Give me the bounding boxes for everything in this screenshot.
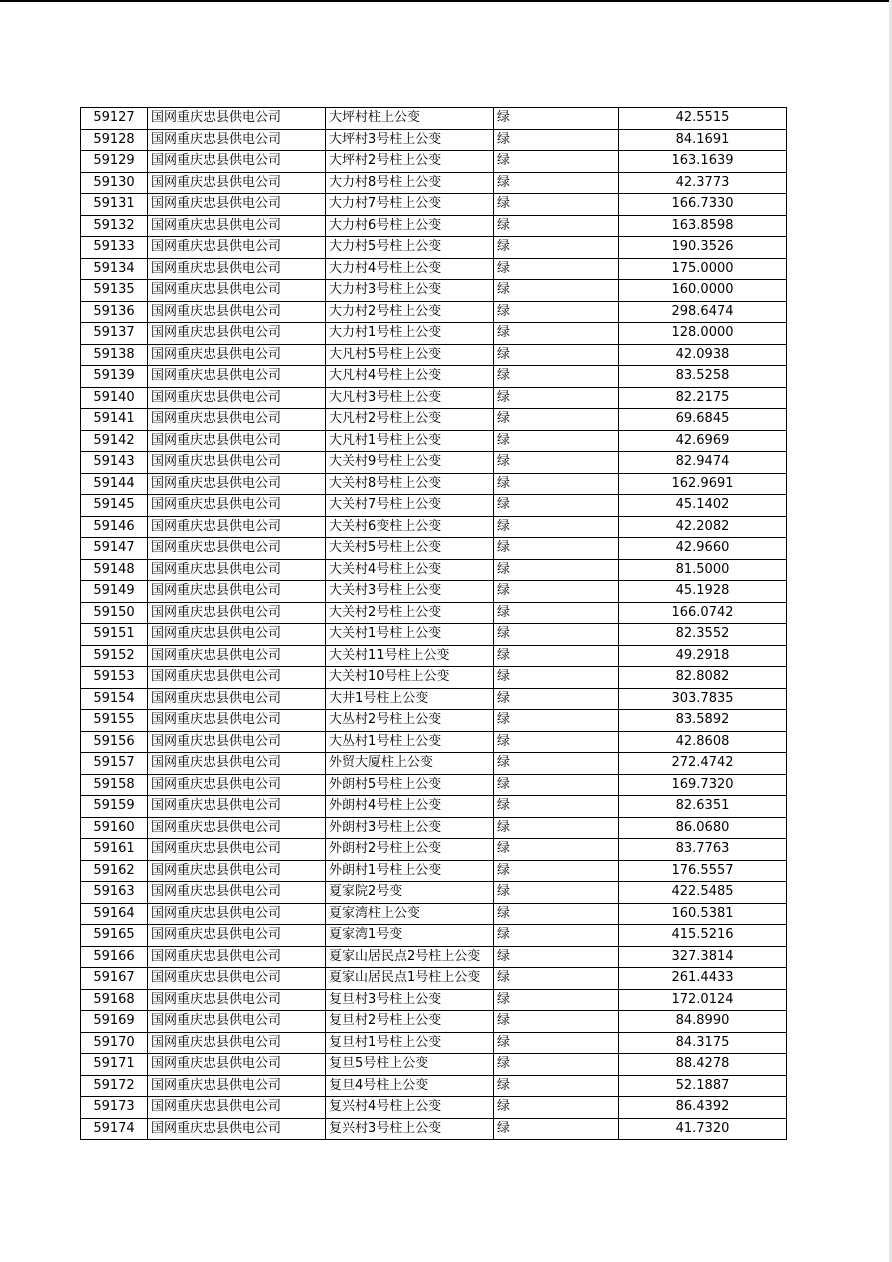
value-cell: 86.0680 bbox=[619, 817, 787, 839]
station-cell: 夏家山居民点1号柱上公变 bbox=[326, 968, 494, 990]
company-cell: 国网重庆忠县供电公司 bbox=[148, 946, 326, 968]
row-id-cell: 59158 bbox=[81, 774, 148, 796]
flag-cell: 绿 bbox=[494, 1118, 619, 1140]
company-cell: 国网重庆忠县供电公司 bbox=[148, 1075, 326, 1097]
flag-cell: 绿 bbox=[494, 258, 619, 280]
flag-cell: 绿 bbox=[494, 387, 619, 409]
station-cell: 大坪村2号柱上公变 bbox=[326, 151, 494, 173]
company-cell: 国网重庆忠县供电公司 bbox=[148, 839, 326, 861]
row-id-cell: 59159 bbox=[81, 796, 148, 818]
table-row bbox=[81, 1075, 787, 1097]
table-row bbox=[81, 559, 787, 581]
table-row bbox=[81, 753, 787, 775]
flag-cell: 绿 bbox=[494, 753, 619, 775]
value-cell: 166.0742 bbox=[619, 602, 787, 624]
flag-cell: 绿 bbox=[494, 194, 619, 216]
flag-cell: 绿 bbox=[494, 323, 619, 345]
station-cell: 大力村6号柱上公变 bbox=[326, 215, 494, 237]
flag-cell: 绿 bbox=[494, 366, 619, 388]
company-cell: 国网重庆忠县供电公司 bbox=[148, 1118, 326, 1140]
company-cell: 国网重庆忠县供电公司 bbox=[148, 387, 326, 409]
flag-cell: 绿 bbox=[494, 301, 619, 323]
flag-cell: 绿 bbox=[494, 796, 619, 818]
station-cell: 大凡村5号柱上公变 bbox=[326, 344, 494, 366]
company-cell: 国网重庆忠县供电公司 bbox=[148, 796, 326, 818]
station-cell: 外朗村2号柱上公变 bbox=[326, 839, 494, 861]
flag-cell: 绿 bbox=[494, 1075, 619, 1097]
table-row bbox=[81, 968, 787, 990]
table-row bbox=[81, 688, 787, 710]
value-cell: 88.4278 bbox=[619, 1054, 787, 1076]
station-cell: 复兴村3号柱上公变 bbox=[326, 1118, 494, 1140]
table-row bbox=[81, 1118, 787, 1140]
company-cell: 国网重庆忠县供电公司 bbox=[148, 882, 326, 904]
flag-cell: 绿 bbox=[494, 473, 619, 495]
table-row bbox=[81, 215, 787, 237]
company-cell: 国网重庆忠县供电公司 bbox=[148, 989, 326, 1011]
row-id-cell: 59127 bbox=[81, 108, 148, 130]
table-row bbox=[81, 538, 787, 560]
company-cell: 国网重庆忠县供电公司 bbox=[148, 108, 326, 130]
station-cell: 夏家湾1号变 bbox=[326, 925, 494, 947]
flag-cell: 绿 bbox=[494, 882, 619, 904]
station-cell: 复旦村2号柱上公变 bbox=[326, 1011, 494, 1033]
value-cell: 82.3552 bbox=[619, 624, 787, 646]
table-row bbox=[81, 860, 787, 882]
value-cell: 160.5381 bbox=[619, 903, 787, 925]
company-cell: 国网重庆忠县供电公司 bbox=[148, 688, 326, 710]
table-row bbox=[81, 602, 787, 624]
station-cell: 大力村2号柱上公变 bbox=[326, 301, 494, 323]
top-border-line bbox=[0, 0, 892, 2]
company-cell: 国网重庆忠县供电公司 bbox=[148, 559, 326, 581]
company-cell: 国网重庆忠县供电公司 bbox=[148, 495, 326, 517]
flag-cell: 绿 bbox=[494, 129, 619, 151]
row-id-cell: 59141 bbox=[81, 409, 148, 431]
table-row bbox=[81, 495, 787, 517]
flag-cell: 绿 bbox=[494, 430, 619, 452]
table-row bbox=[81, 280, 787, 302]
table-row bbox=[81, 903, 787, 925]
data-table bbox=[80, 107, 787, 1140]
station-cell: 复旦村3号柱上公变 bbox=[326, 989, 494, 1011]
station-cell: 大力村8号柱上公变 bbox=[326, 172, 494, 194]
table-row bbox=[81, 796, 787, 818]
station-cell: 大井1号柱上公变 bbox=[326, 688, 494, 710]
table-row bbox=[81, 258, 787, 280]
station-cell: 大关村5号柱上公变 bbox=[326, 538, 494, 560]
company-cell: 国网重庆忠县供电公司 bbox=[148, 1011, 326, 1033]
flag-cell: 绿 bbox=[494, 344, 619, 366]
value-cell: 42.8608 bbox=[619, 731, 787, 753]
value-cell: 42.0938 bbox=[619, 344, 787, 366]
table-row bbox=[81, 430, 787, 452]
row-id-cell: 59146 bbox=[81, 516, 148, 538]
value-cell: 83.7763 bbox=[619, 839, 787, 861]
row-id-cell: 59171 bbox=[81, 1054, 148, 1076]
flag-cell: 绿 bbox=[494, 839, 619, 861]
row-id-cell: 59136 bbox=[81, 301, 148, 323]
table-row bbox=[81, 516, 787, 538]
station-cell: 外朗村4号柱上公变 bbox=[326, 796, 494, 818]
row-id-cell: 59165 bbox=[81, 925, 148, 947]
station-cell: 外朗村5号柱上公变 bbox=[326, 774, 494, 796]
row-id-cell: 59161 bbox=[81, 839, 148, 861]
value-cell: 82.8082 bbox=[619, 667, 787, 689]
value-cell: 42.2082 bbox=[619, 516, 787, 538]
flag-cell: 绿 bbox=[494, 860, 619, 882]
flag-cell: 绿 bbox=[494, 989, 619, 1011]
value-cell: 128.0000 bbox=[619, 323, 787, 345]
station-cell: 大丛村1号柱上公变 bbox=[326, 731, 494, 753]
row-id-cell: 59138 bbox=[81, 344, 148, 366]
row-id-cell: 59153 bbox=[81, 667, 148, 689]
table-row bbox=[81, 151, 787, 173]
row-id-cell: 59131 bbox=[81, 194, 148, 216]
company-cell: 国网重庆忠县供电公司 bbox=[148, 516, 326, 538]
row-id-cell: 59166 bbox=[81, 946, 148, 968]
company-cell: 国网重庆忠县供电公司 bbox=[148, 667, 326, 689]
company-cell: 国网重庆忠县供电公司 bbox=[148, 817, 326, 839]
company-cell: 国网重庆忠县供电公司 bbox=[148, 1032, 326, 1054]
company-cell: 国网重庆忠县供电公司 bbox=[148, 538, 326, 560]
company-cell: 国网重庆忠县供电公司 bbox=[148, 581, 326, 603]
flag-cell: 绿 bbox=[494, 280, 619, 302]
value-cell: 298.6474 bbox=[619, 301, 787, 323]
company-cell: 国网重庆忠县供电公司 bbox=[148, 215, 326, 237]
station-cell: 大力村1号柱上公变 bbox=[326, 323, 494, 345]
station-cell: 大关村10号柱上公变 bbox=[326, 667, 494, 689]
table-row bbox=[81, 925, 787, 947]
company-cell: 国网重庆忠县供电公司 bbox=[148, 452, 326, 474]
table-row bbox=[81, 129, 787, 151]
flag-cell: 绿 bbox=[494, 968, 619, 990]
company-cell: 国网重庆忠县供电公司 bbox=[148, 968, 326, 990]
value-cell: 86.4392 bbox=[619, 1097, 787, 1119]
station-cell: 复旦4号柱上公变 bbox=[326, 1075, 494, 1097]
row-id-cell: 59155 bbox=[81, 710, 148, 732]
value-cell: 422.5485 bbox=[619, 882, 787, 904]
table-row bbox=[81, 989, 787, 1011]
company-cell: 国网重庆忠县供电公司 bbox=[148, 129, 326, 151]
row-id-cell: 59133 bbox=[81, 237, 148, 259]
table-row bbox=[81, 1011, 787, 1033]
station-cell: 大关村1号柱上公变 bbox=[326, 624, 494, 646]
value-cell: 327.3814 bbox=[619, 946, 787, 968]
value-cell: 415.5216 bbox=[619, 925, 787, 947]
row-id-cell: 59156 bbox=[81, 731, 148, 753]
row-id-cell: 59173 bbox=[81, 1097, 148, 1119]
value-cell: 272.4742 bbox=[619, 753, 787, 775]
row-id-cell: 59163 bbox=[81, 882, 148, 904]
table-row bbox=[81, 839, 787, 861]
value-cell: 84.3175 bbox=[619, 1032, 787, 1054]
station-cell: 大力村7号柱上公变 bbox=[326, 194, 494, 216]
flag-cell: 绿 bbox=[494, 946, 619, 968]
row-id-cell: 59130 bbox=[81, 172, 148, 194]
value-cell: 49.2918 bbox=[619, 645, 787, 667]
station-cell: 大坪村柱上公变 bbox=[326, 108, 494, 130]
flag-cell: 绿 bbox=[494, 108, 619, 130]
value-cell: 45.1402 bbox=[619, 495, 787, 517]
value-cell: 163.8598 bbox=[619, 215, 787, 237]
table-row bbox=[81, 344, 787, 366]
value-cell: 69.6845 bbox=[619, 409, 787, 431]
table-row bbox=[81, 946, 787, 968]
station-cell: 夏家院2号变 bbox=[326, 882, 494, 904]
value-cell: 169.7320 bbox=[619, 774, 787, 796]
value-cell: 162.9691 bbox=[619, 473, 787, 495]
value-cell: 160.0000 bbox=[619, 280, 787, 302]
station-cell: 复兴村4号柱上公变 bbox=[326, 1097, 494, 1119]
table-body bbox=[81, 108, 787, 1140]
value-cell: 52.1887 bbox=[619, 1075, 787, 1097]
table-row bbox=[81, 172, 787, 194]
flag-cell: 绿 bbox=[494, 151, 619, 173]
row-id-cell: 59149 bbox=[81, 581, 148, 603]
row-id-cell: 59152 bbox=[81, 645, 148, 667]
flag-cell: 绿 bbox=[494, 409, 619, 431]
value-cell: 190.3526 bbox=[619, 237, 787, 259]
company-cell: 国网重庆忠县供电公司 bbox=[148, 194, 326, 216]
table-row bbox=[81, 667, 787, 689]
table-row bbox=[81, 323, 787, 345]
station-cell: 复旦5号柱上公变 bbox=[326, 1054, 494, 1076]
table-row bbox=[81, 817, 787, 839]
row-id-cell: 59168 bbox=[81, 989, 148, 1011]
company-cell: 国网重庆忠县供电公司 bbox=[148, 430, 326, 452]
station-cell: 大力村4号柱上公变 bbox=[326, 258, 494, 280]
table-row bbox=[81, 108, 787, 130]
table-row bbox=[81, 645, 787, 667]
value-cell: 84.8990 bbox=[619, 1011, 787, 1033]
flag-cell: 绿 bbox=[494, 1054, 619, 1076]
company-cell: 国网重庆忠县供电公司 bbox=[148, 1097, 326, 1119]
row-id-cell: 59154 bbox=[81, 688, 148, 710]
row-id-cell: 59142 bbox=[81, 430, 148, 452]
company-cell: 国网重庆忠县供电公司 bbox=[148, 645, 326, 667]
company-cell: 国网重庆忠县供电公司 bbox=[148, 237, 326, 259]
company-cell: 国网重庆忠县供电公司 bbox=[148, 473, 326, 495]
station-cell: 大关村9号柱上公变 bbox=[326, 452, 494, 474]
row-id-cell: 59132 bbox=[81, 215, 148, 237]
table-row bbox=[81, 301, 787, 323]
value-cell: 176.5557 bbox=[619, 860, 787, 882]
station-cell: 大关村4号柱上公变 bbox=[326, 559, 494, 581]
flag-cell: 绿 bbox=[494, 817, 619, 839]
row-id-cell: 59169 bbox=[81, 1011, 148, 1033]
row-id-cell: 59129 bbox=[81, 151, 148, 173]
flag-cell: 绿 bbox=[494, 602, 619, 624]
table-row bbox=[81, 581, 787, 603]
station-cell: 外贸大厦柱上公变 bbox=[326, 753, 494, 775]
value-cell: 83.5892 bbox=[619, 710, 787, 732]
row-id-cell: 59145 bbox=[81, 495, 148, 517]
value-cell: 261.4433 bbox=[619, 968, 787, 990]
value-cell: 172.0124 bbox=[619, 989, 787, 1011]
table-row bbox=[81, 1032, 787, 1054]
table-row bbox=[81, 452, 787, 474]
station-cell: 大凡村3号柱上公变 bbox=[326, 387, 494, 409]
row-id-cell: 59148 bbox=[81, 559, 148, 581]
company-cell: 国网重庆忠县供电公司 bbox=[148, 301, 326, 323]
row-id-cell: 59134 bbox=[81, 258, 148, 280]
row-id-cell: 59160 bbox=[81, 817, 148, 839]
flag-cell: 绿 bbox=[494, 1032, 619, 1054]
company-cell: 国网重庆忠县供电公司 bbox=[148, 710, 326, 732]
table-row bbox=[81, 624, 787, 646]
value-cell: 83.5258 bbox=[619, 366, 787, 388]
company-cell: 国网重庆忠县供电公司 bbox=[148, 409, 326, 431]
value-cell: 41.7320 bbox=[619, 1118, 787, 1140]
row-id-cell: 59167 bbox=[81, 968, 148, 990]
station-cell: 大坪村3号柱上公变 bbox=[326, 129, 494, 151]
table-row bbox=[81, 473, 787, 495]
flag-cell: 绿 bbox=[494, 903, 619, 925]
value-cell: 45.1928 bbox=[619, 581, 787, 603]
row-id-cell: 59137 bbox=[81, 323, 148, 345]
company-cell: 国网重庆忠县供电公司 bbox=[148, 731, 326, 753]
station-cell: 大力村5号柱上公变 bbox=[326, 237, 494, 259]
flag-cell: 绿 bbox=[494, 1097, 619, 1119]
station-cell: 大关村11号柱上公变 bbox=[326, 645, 494, 667]
row-id-cell: 59150 bbox=[81, 602, 148, 624]
row-id-cell: 59143 bbox=[81, 452, 148, 474]
station-cell: 夏家湾柱上公变 bbox=[326, 903, 494, 925]
station-cell: 夏家山居民点2号柱上公变 bbox=[326, 946, 494, 968]
table-row bbox=[81, 731, 787, 753]
value-cell: 42.3773 bbox=[619, 172, 787, 194]
flag-cell: 绿 bbox=[494, 731, 619, 753]
station-cell: 大凡村4号柱上公变 bbox=[326, 366, 494, 388]
station-cell: 大关村3号柱上公变 bbox=[326, 581, 494, 603]
value-cell: 84.1691 bbox=[619, 129, 787, 151]
flag-cell: 绿 bbox=[494, 452, 619, 474]
table-row bbox=[81, 774, 787, 796]
flag-cell: 绿 bbox=[494, 495, 619, 517]
company-cell: 国网重庆忠县供电公司 bbox=[148, 344, 326, 366]
row-id-cell: 59151 bbox=[81, 624, 148, 646]
row-id-cell: 59174 bbox=[81, 1118, 148, 1140]
flag-cell: 绿 bbox=[494, 774, 619, 796]
value-cell: 42.5515 bbox=[619, 108, 787, 130]
station-cell: 大力村3号柱上公变 bbox=[326, 280, 494, 302]
company-cell: 国网重庆忠县供电公司 bbox=[148, 925, 326, 947]
flag-cell: 绿 bbox=[494, 624, 619, 646]
station-cell: 大关村6变柱上公变 bbox=[326, 516, 494, 538]
row-id-cell: 59139 bbox=[81, 366, 148, 388]
flag-cell: 绿 bbox=[494, 1011, 619, 1033]
value-cell: 175.0000 bbox=[619, 258, 787, 280]
row-id-cell: 59170 bbox=[81, 1032, 148, 1054]
row-id-cell: 59147 bbox=[81, 538, 148, 560]
flag-cell: 绿 bbox=[494, 538, 619, 560]
flag-cell: 绿 bbox=[494, 237, 619, 259]
station-cell: 大凡村2号柱上公变 bbox=[326, 409, 494, 431]
flag-cell: 绿 bbox=[494, 581, 619, 603]
value-cell: 42.9660 bbox=[619, 538, 787, 560]
table-row bbox=[81, 194, 787, 216]
table-row bbox=[81, 1097, 787, 1119]
row-id-cell: 59128 bbox=[81, 129, 148, 151]
company-cell: 国网重庆忠县供电公司 bbox=[148, 602, 326, 624]
row-id-cell: 59140 bbox=[81, 387, 148, 409]
station-cell: 大凡村1号柱上公变 bbox=[326, 430, 494, 452]
value-cell: 81.5000 bbox=[619, 559, 787, 581]
row-id-cell: 59144 bbox=[81, 473, 148, 495]
company-cell: 国网重庆忠县供电公司 bbox=[148, 151, 326, 173]
table-row bbox=[81, 409, 787, 431]
flag-cell: 绿 bbox=[494, 516, 619, 538]
value-cell: 303.7835 bbox=[619, 688, 787, 710]
flag-cell: 绿 bbox=[494, 925, 619, 947]
company-cell: 国网重庆忠县供电公司 bbox=[148, 280, 326, 302]
row-id-cell: 59172 bbox=[81, 1075, 148, 1097]
table-row bbox=[81, 1054, 787, 1076]
station-cell: 复旦村1号柱上公变 bbox=[326, 1032, 494, 1054]
table-row bbox=[81, 237, 787, 259]
company-cell: 国网重庆忠县供电公司 bbox=[148, 172, 326, 194]
row-id-cell: 59164 bbox=[81, 903, 148, 925]
company-cell: 国网重庆忠县供电公司 bbox=[148, 753, 326, 775]
value-cell: 42.6969 bbox=[619, 430, 787, 452]
station-cell: 外朗村3号柱上公变 bbox=[326, 817, 494, 839]
row-id-cell: 59135 bbox=[81, 280, 148, 302]
table-row bbox=[81, 387, 787, 409]
row-id-cell: 59162 bbox=[81, 860, 148, 882]
flag-cell: 绿 bbox=[494, 645, 619, 667]
flag-cell: 绿 bbox=[494, 667, 619, 689]
station-cell: 大关村7号柱上公变 bbox=[326, 495, 494, 517]
company-cell: 国网重庆忠县供电公司 bbox=[148, 323, 326, 345]
station-cell: 外朗村1号柱上公变 bbox=[326, 860, 494, 882]
station-cell: 大关村2号柱上公变 bbox=[326, 602, 494, 624]
table-row bbox=[81, 366, 787, 388]
company-cell: 国网重庆忠县供电公司 bbox=[148, 258, 326, 280]
row-id-cell: 59157 bbox=[81, 753, 148, 775]
table-row bbox=[81, 882, 787, 904]
value-cell: 82.9474 bbox=[619, 452, 787, 474]
station-cell: 大关村8号柱上公变 bbox=[326, 473, 494, 495]
flag-cell: 绿 bbox=[494, 559, 619, 581]
flag-cell: 绿 bbox=[494, 710, 619, 732]
company-cell: 国网重庆忠县供电公司 bbox=[148, 774, 326, 796]
station-cell: 大丛村2号柱上公变 bbox=[326, 710, 494, 732]
company-cell: 国网重庆忠县供电公司 bbox=[148, 860, 326, 882]
value-cell: 163.1639 bbox=[619, 151, 787, 173]
company-cell: 国网重庆忠县供电公司 bbox=[148, 903, 326, 925]
flag-cell: 绿 bbox=[494, 688, 619, 710]
company-cell: 国网重庆忠县供电公司 bbox=[148, 1054, 326, 1076]
flag-cell: 绿 bbox=[494, 215, 619, 237]
company-cell: 国网重庆忠县供电公司 bbox=[148, 366, 326, 388]
value-cell: 82.2175 bbox=[619, 387, 787, 409]
value-cell: 82.6351 bbox=[619, 796, 787, 818]
flag-cell: 绿 bbox=[494, 172, 619, 194]
value-cell: 166.7330 bbox=[619, 194, 787, 216]
table-row bbox=[81, 710, 787, 732]
company-cell: 国网重庆忠县供电公司 bbox=[148, 624, 326, 646]
